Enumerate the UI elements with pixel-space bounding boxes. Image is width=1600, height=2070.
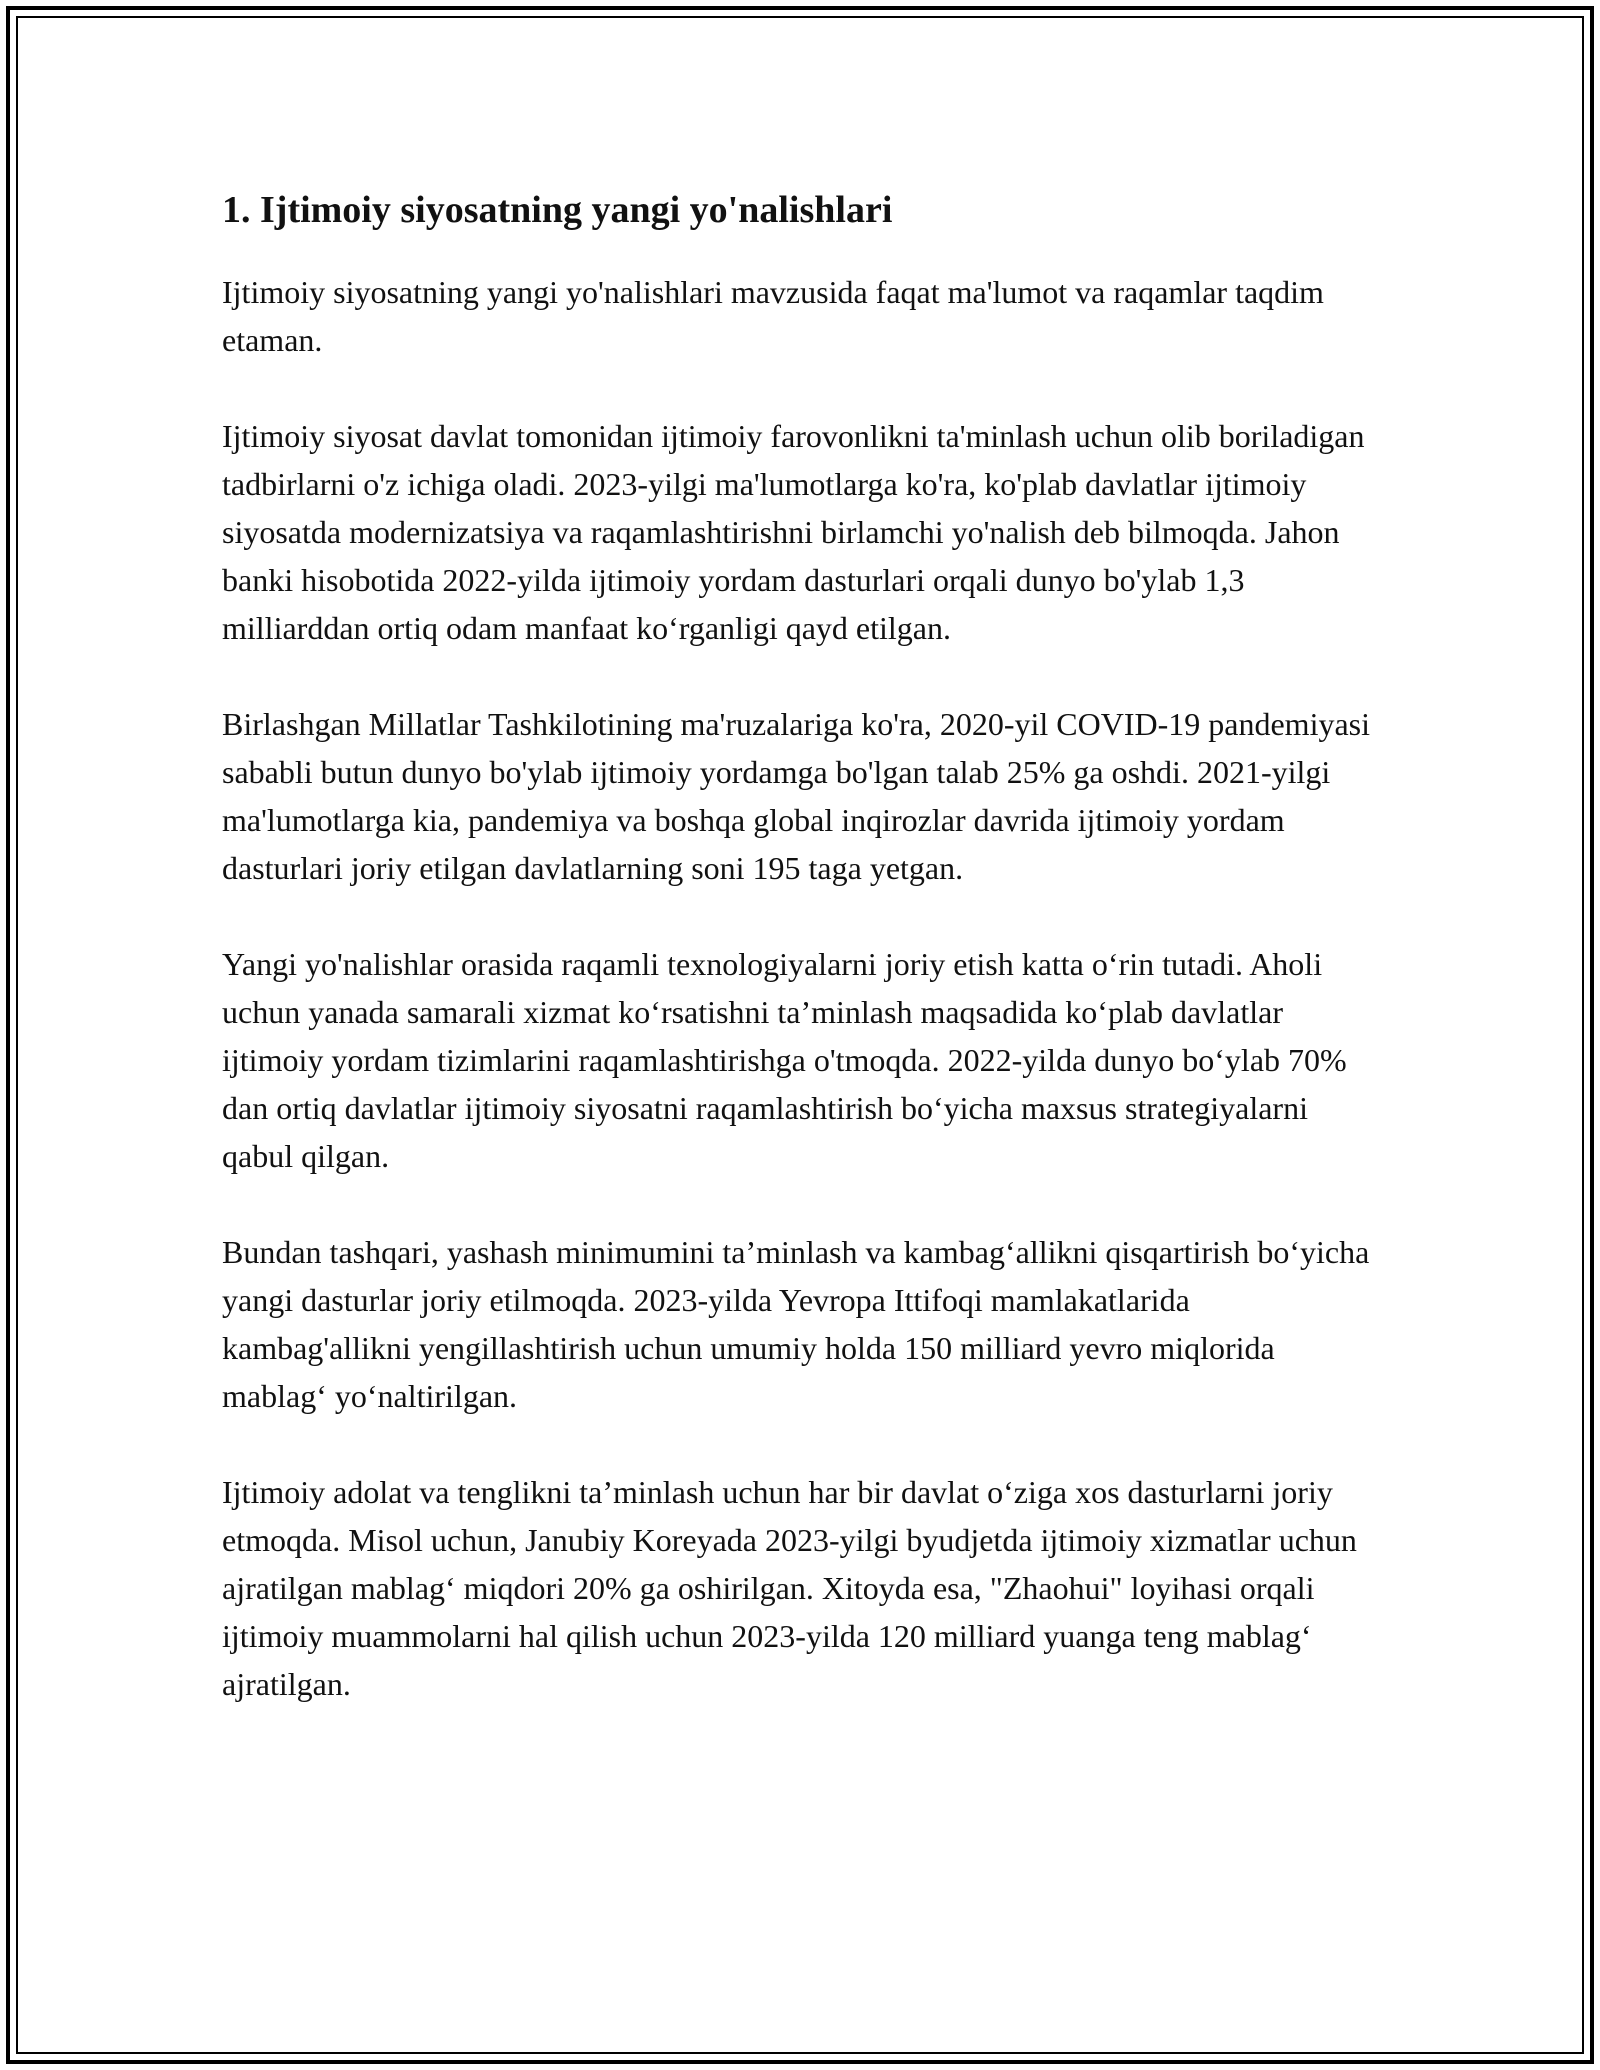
paragraph-un-covid-data: Birlashgan Millatlar Tashkilotining ma'ruzalariga ko'ra, 2020-yil COVID-19 pandemiyasi sababli butun dunyo bo'ylab ijtimoiy yordamga bo'lgan talab 25% ga oshdi. 2021-yilgi ma'lumotlarga kia, pandemiya va boshqa global inqirozlar davrida ijtimoiy yordam dasturlari joriy etilgan davlatlarning soni 195 taga yetgan. xyxy=(222,706,1370,886)
section-heading: 1. Ijtimoiy siyosatning yangi yo'nalishlari xyxy=(222,189,893,231)
paragraph-intro: Ijtimoiy siyosatning yangi yo'nalishlari mavzusida faqat ma'lumot va raqamlar taqdim etaman. xyxy=(222,274,1324,358)
paragraph-social-policy-definition: Ijtimoiy siyosat davlat tomonidan ijtimoiy farovonlikni ta'minlash uchun olib boriladigan tadbirlarni o'z ichiga oladi. 2023-yilgi ma'lumotlarga ko'ra, ko'plab davlatlar ijtimoiy siyosatda modernizatsiya va raqamlashtirishni birlamchi yo'nalish deb bilmoqda. Jahon banki hisobotida 2022-yilda ijtimoiy yordam dasturlari orqali dunyo bo'ylab 1,3 milliarddan ortiq odam manfaat ko‘rganligi qayd etilgan. xyxy=(222,418,1365,646)
paragraph-digital-technologies: Yangi yo'nalishlar orasida raqamli texnologiyalarni joriy etish katta o‘rin tutadi. Aholi uchun yanada samarali xizmat ko‘rsatishni ta’minlash maqsadida ko‘plab davlatlar ijtimoiy yordam tizimlarini raqamlashtirishga o'tmoqda. 2022-yilda dunyo bo‘ylab 70% dan ortiq davlatlar ijtimoiy siyosatni raqamlashtirish bo‘yicha maxsus strategiyalarni qabul qilgan. xyxy=(222,946,1347,1174)
paragraph-poverty-reduction: Bundan tashqari, yashash minimumini ta’minlash va kambag‘allikni qisqartirish bo‘yicha yangi dasturlar joriy etilmoqda. 2023-yilda Yevropa Ittifoqi mamlakatlarida kambag'allikni yengillashtirish uchun umumiy holda 150 milliard yevro miqlorida mablag‘ yo‘naltirilgan. xyxy=(222,1234,1370,1414)
document-body xyxy=(222,186,1372,1756)
paragraph-social-justice: Ijtimoiy adolat va tenglikni ta’minlash uchun har bir davlat o‘ziga xos dasturlarni joriy etmoqda. Misol uchun, Janubiy Koreyada 2023-yilgi byudjetda ijtimoiy xizmatlar uchun ajratilgan mablag‘ miqdori 20% ga oshirilgan. Xitoyda esa, "Zhaohui" loyihasi orqali ijtimoiy muammolarni hal qilish uchun 2023-yilda 120 milliard yuanga teng mablag‘ ajratilgan. xyxy=(222,1474,1357,1702)
